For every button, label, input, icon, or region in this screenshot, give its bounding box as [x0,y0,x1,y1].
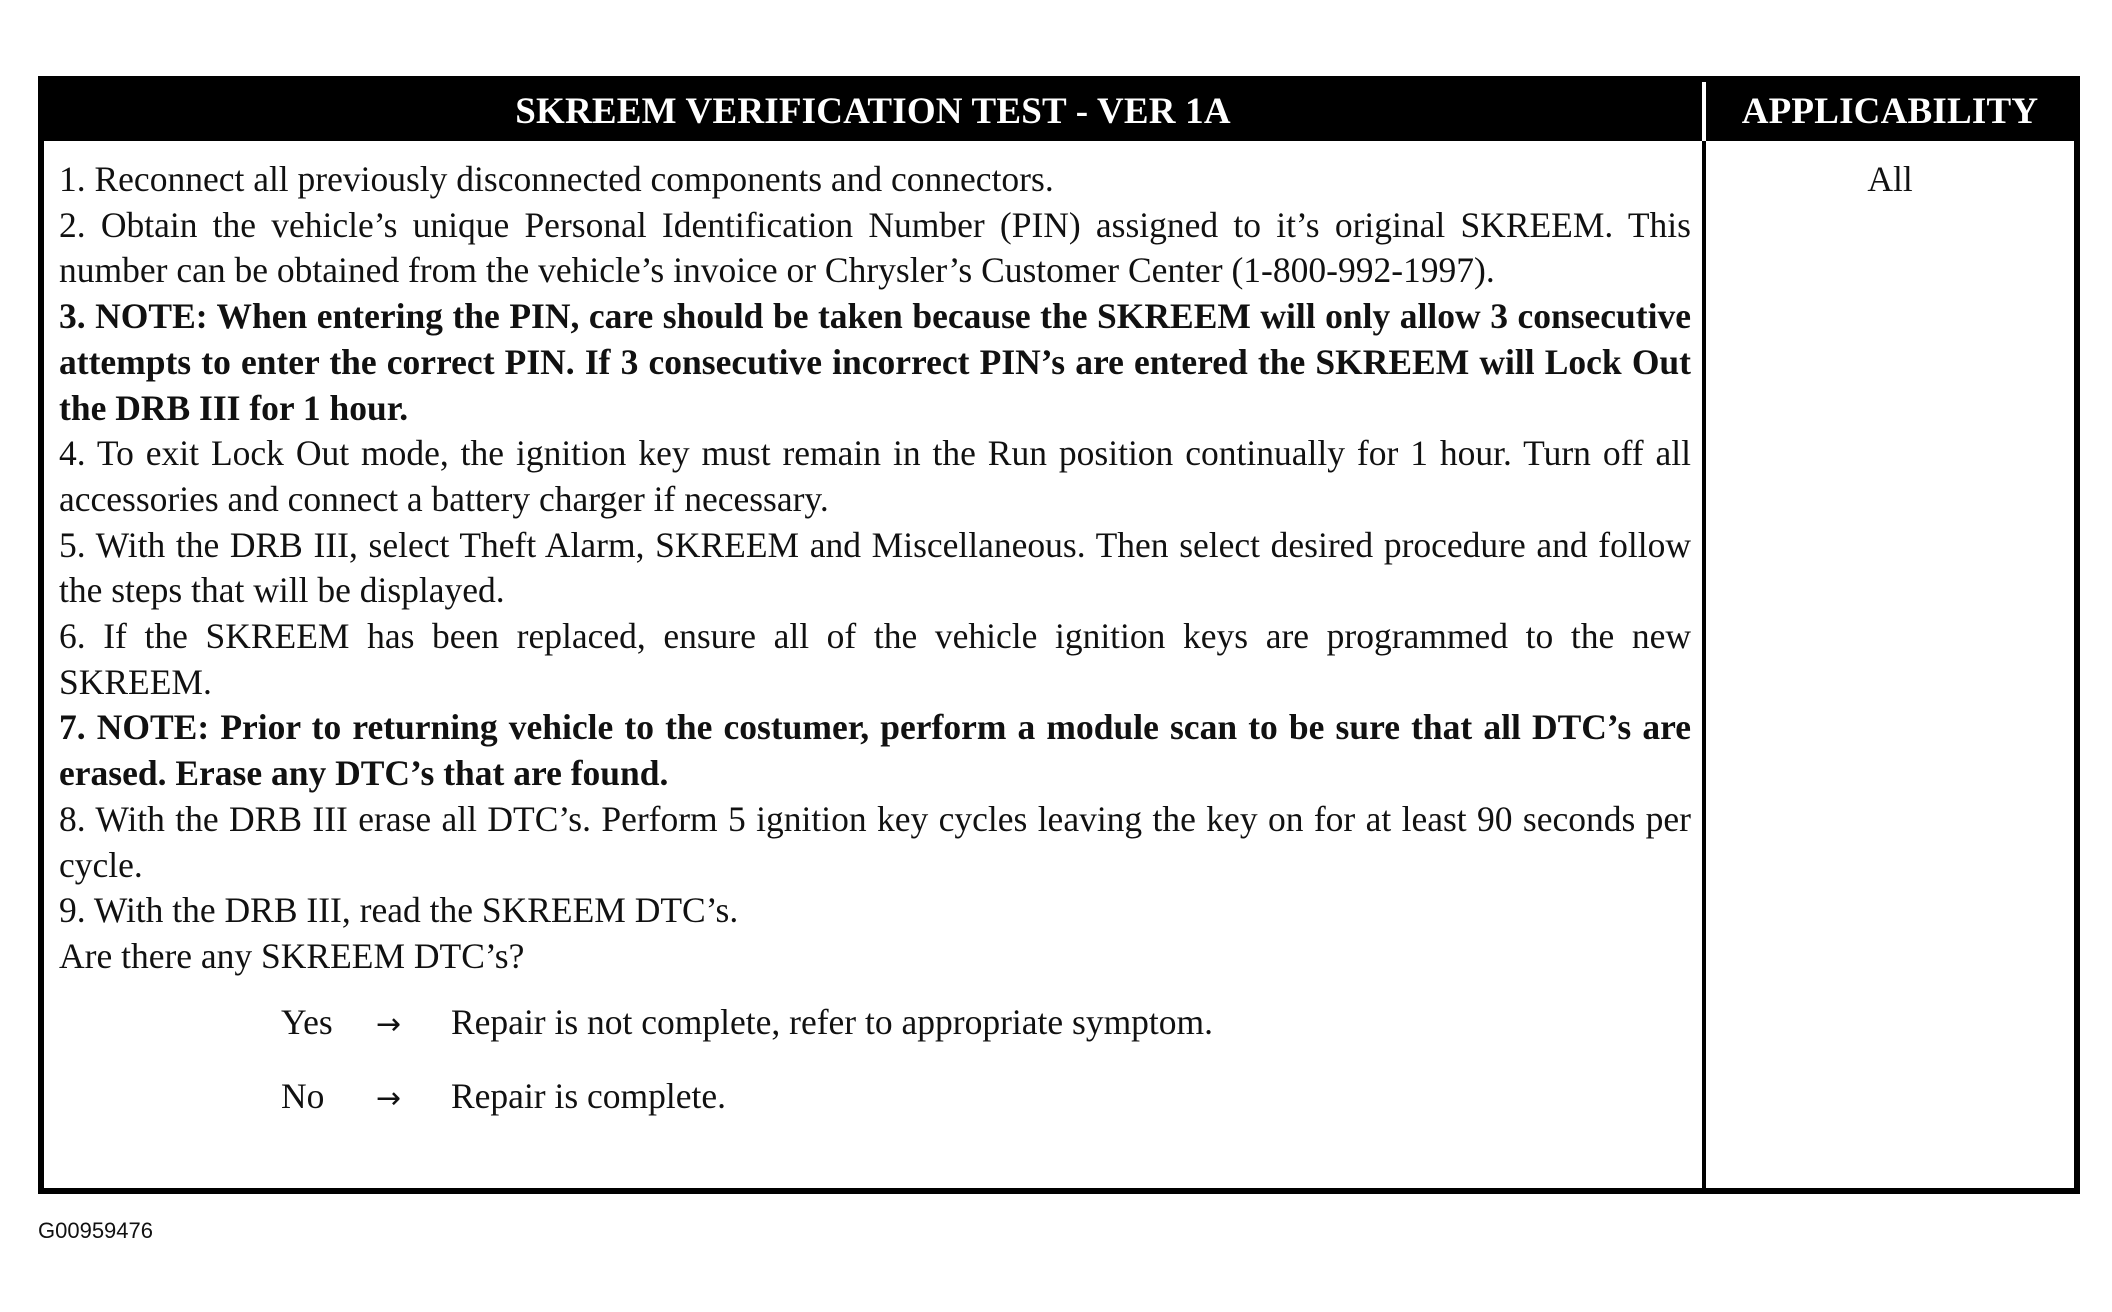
answer-list [59,1000,1691,1148]
step-5: 5. With the DRB III, select Theft Alarm, SKREEM and Miscellaneous. Then select desired procedure and follow the steps that will be displayed. [59,524,1691,611]
figure-id: G00959476 [38,1218,153,1243]
table-title: SKREEM VERIFICATION TEST - VER 1A [44,82,1706,141]
answer-no-result: Repair is complete. [451,1075,727,1116]
answer-yes-result: Repair is not complete, refer to appropriate symptom. [451,1001,1214,1042]
question: Are there any SKREEM DTC’s? [59,935,525,976]
step-8: 8. With the DRB III erase all DTC’s. Perform 5 ignition key cycles leaving the key on for at least 90 seconds per cycle. [59,798,1691,885]
procedure-steps [44,141,1706,1188]
right-arrow-icon: → [376,1006,402,1042]
answer-no [59,1074,1691,1148]
step-7-note: 7. NOTE: Prior to returning vehicle to the costumer, perform a module scan to be sure that all DTC’s are erased. Erase any DTC’s that are found. [59,707,1691,794]
applicability-cell [1706,141,2074,1188]
step-1: 1. Reconnect all previously disconnected components and connectors. [59,159,1054,199]
step-4: 4. To exit Lock Out mode, the ignition key must remain in the Run position continually for 1 hour. Turn off all accessories and connect a battery charger if necessary. [59,433,1691,519]
step-9: 9. With the DRB III, read the SKREEM DTC’s. [59,890,739,931]
step-2: 2. Obtain the vehicle’s unique Personal Identification Number (PIN) assigned to it’s original SKREEM. This number can be obtained from the vehicle’s invoice or Chrysler’s Customer Center (1-800-992-1997). [59,204,1691,291]
answer-yes [59,1000,1691,1074]
step-6: 6. If the SKREEM has been replaced, ensure all of the vehicle ignition keys are programmed to the new SKREEM. [59,616,1691,702]
applicability-header: APPLICABILITY [1706,82,2074,141]
answer-no-label: No [281,1075,325,1116]
step-3-note: 3. NOTE: When entering the PIN, care should be taken because the SKREEM will only allow 3 consecutive attempts to enter the correct PIN. If 3 consecutive incorrect PIN’s are entered the SKREEM will Lock Out the DRB III for 1 hour. [59,296,1691,428]
applicability-value: All [1867,159,1913,199]
right-arrow-icon: → [376,1080,402,1116]
answer-yes-label: Yes [281,1001,333,1042]
skreem-verification-table [38,76,2080,1194]
